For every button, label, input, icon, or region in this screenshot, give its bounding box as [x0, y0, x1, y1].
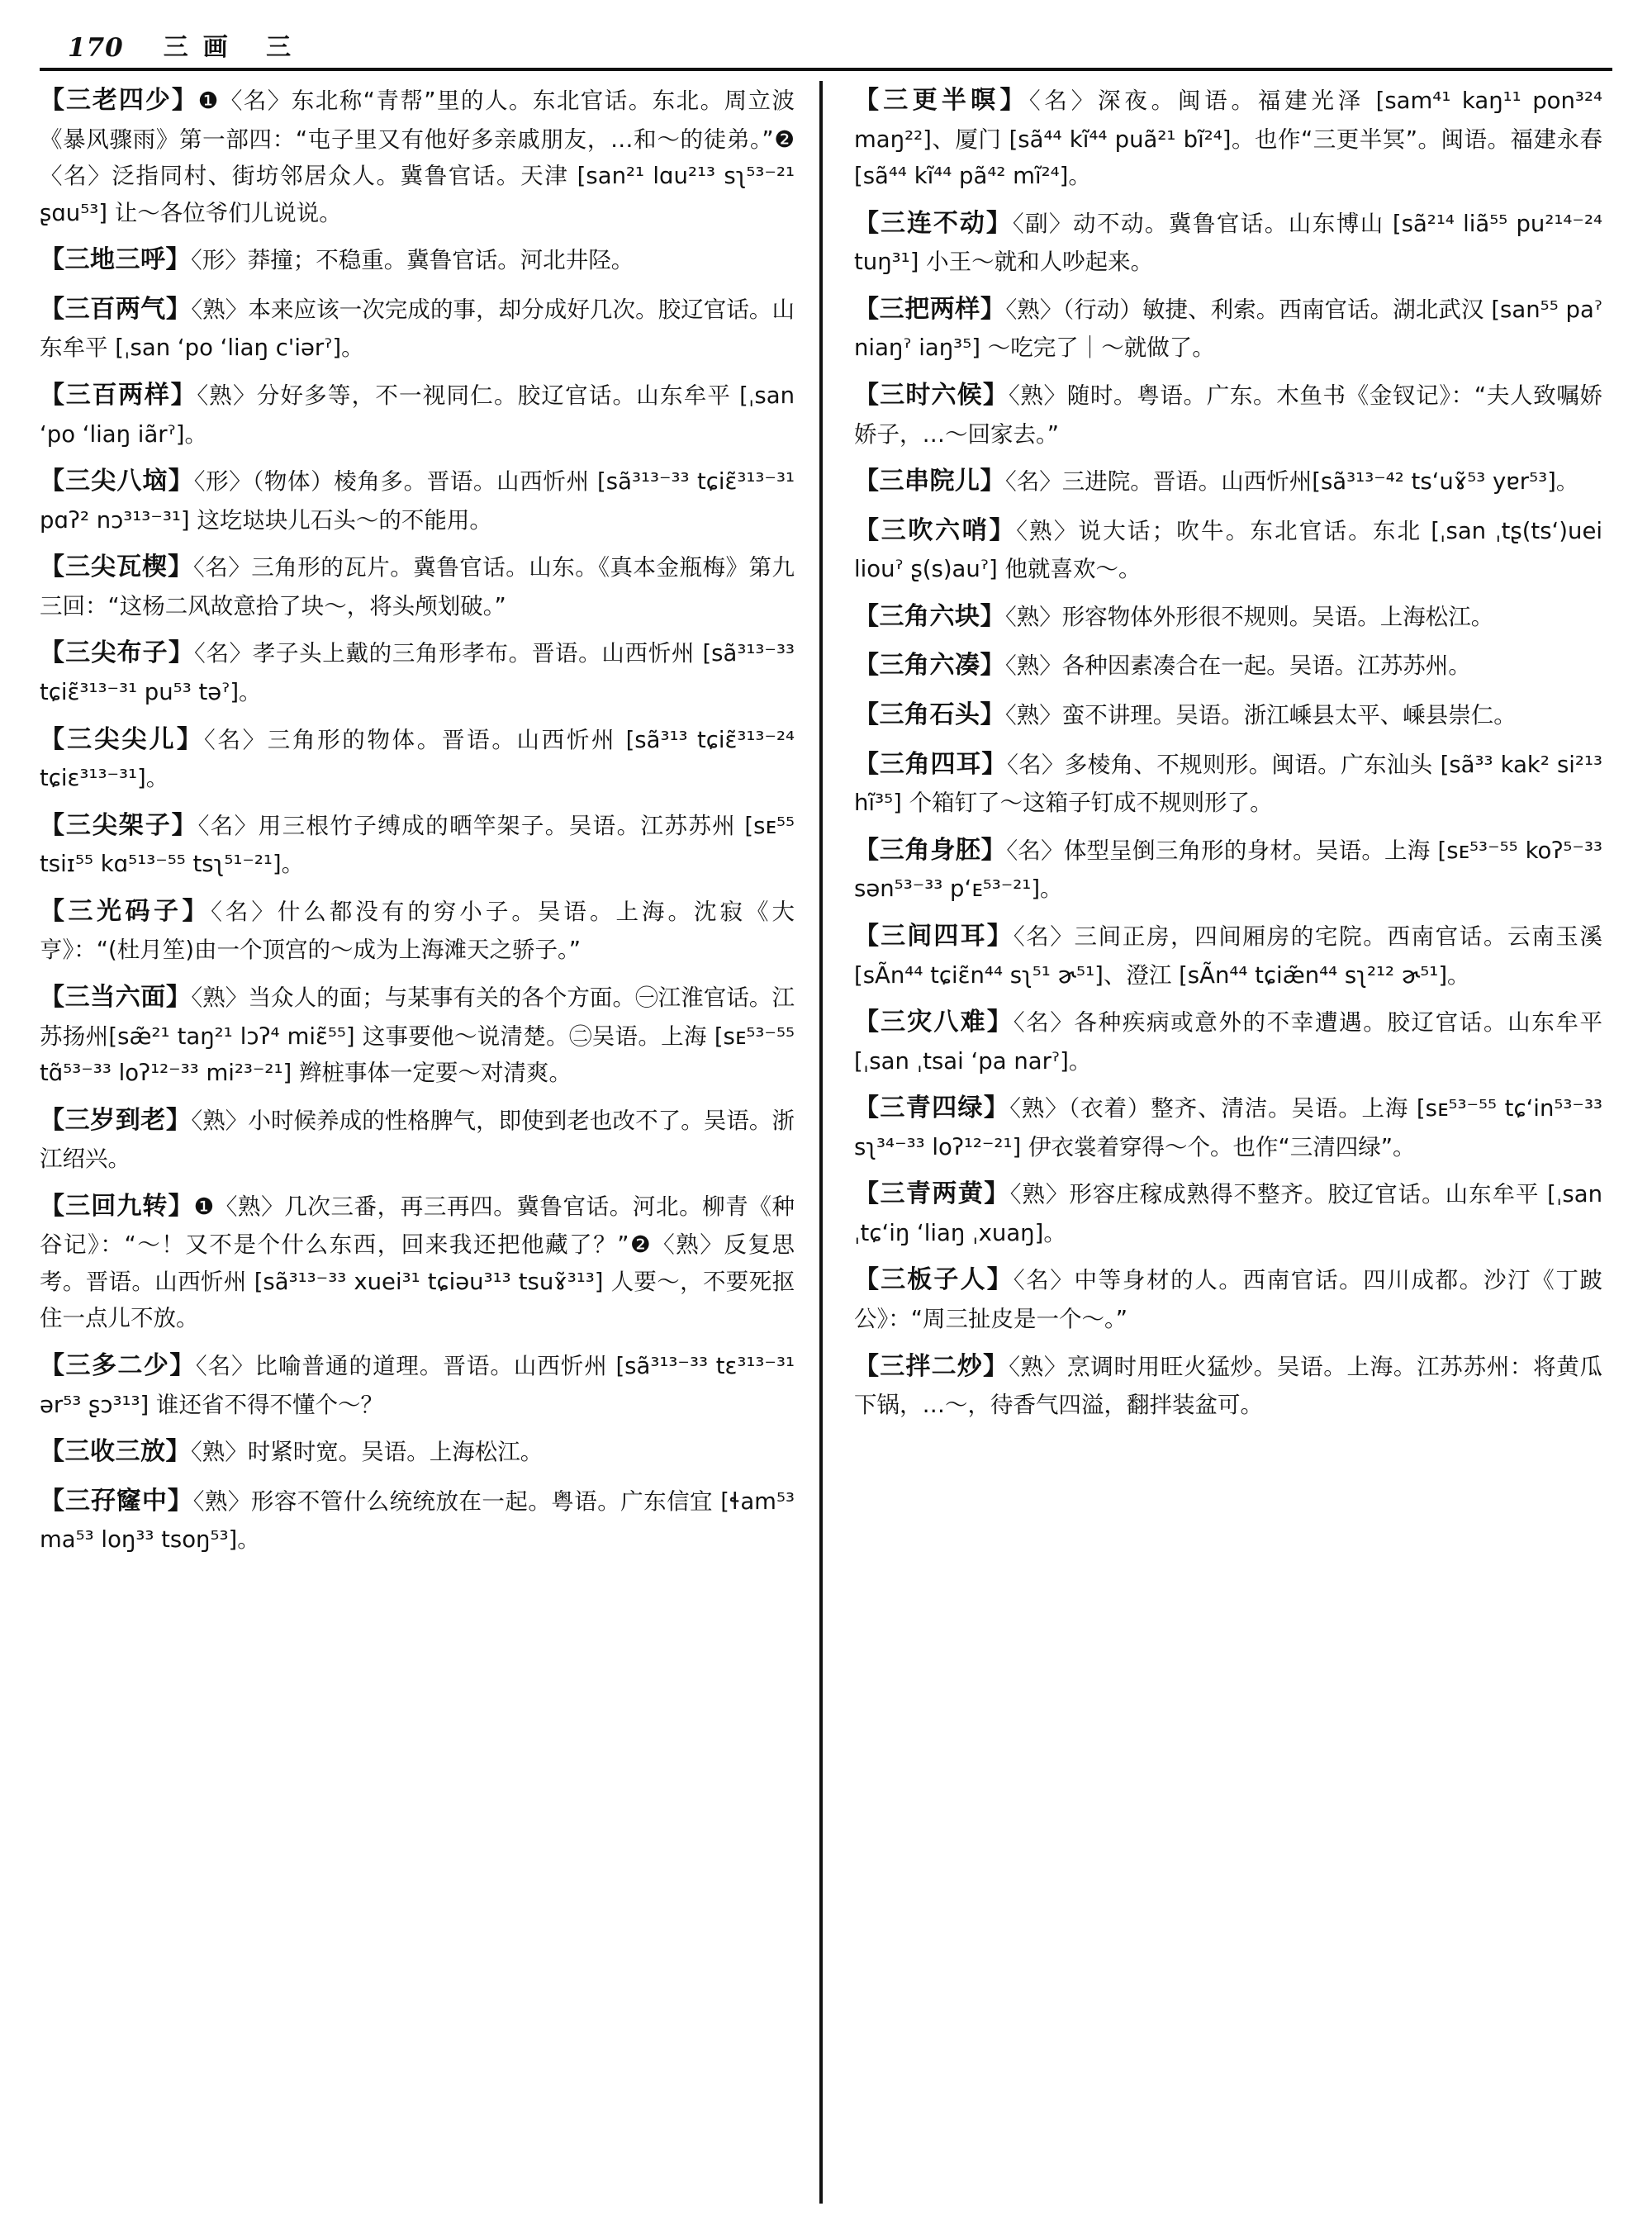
dictionary-entry [854, 462, 1602, 502]
entry-headword: 【三地三呼】 [40, 245, 191, 275]
dictionary-entry [40, 1187, 795, 1337]
entry-body: 〈形〉（物体）棱角多。晋语。山西忻州 [sã³¹³⁻³³ tɕiɛ̃³¹³⁻³¹ pɑʔ² nɔ³¹³⁻³¹] 这圪垯块儿石头～的不能用。 [40, 468, 795, 534]
entry-headword: 【三角六块】 [854, 601, 1005, 631]
entry-body: 〈熟〉（行动）敏捷、利索。西南官话。湖北武汉 [san⁵⁵ paˀ niaŋˀ iaŋ³⁵] ～吃完了｜～就做了。 [854, 296, 1602, 362]
entry-headword: 【三尖架子】 [40, 810, 198, 840]
dictionary-entry [854, 290, 1602, 367]
entry-body: 〈名〉各种疾病或意外的不幸遭遇。胶辽官话。山东牟平 [ˌsan ˌtsai ʻpa narˀ]。 [854, 1009, 1602, 1075]
entry-body: 〈熟〉当众人的面；与某事有关的各个方面。㊀江淮官话。江苏扬州[sæ̃²¹ taŋ²¹ lɔʔ⁴ miɛ̃⁵⁵] 这事要他～说清楚。㊁吴语。上海 [sᴇ⁵³⁻⁵⁵ tɑ̃⁵³⁻³³ loʔ¹²⁻³³ mi²³⁻²¹] 辫桩事体一定要～对清爽。 [40, 984, 795, 1087]
page-header [40, 18, 1612, 63]
entry-headword: 【三角四耳】 [854, 749, 1008, 779]
entry-headword: 【三灾八难】 [854, 1008, 1014, 1037]
entry-headword: 【三吹六哨】 [854, 515, 1017, 545]
entry-body: 〈名〉体型呈倒三角形的身材。吴语。上海 [sᴇ⁵³⁻⁵⁵ koʔ⁵⁻³³ sən⁵³⁻³³ pʻᴇ⁵³⁻²¹]。 [854, 837, 1602, 903]
dictionary-entry [854, 597, 1602, 638]
entry-body: 〈名〉深夜。闽语。福建光泽 [sam⁴¹ kaŋ¹¹ pon³²⁴ maŋ²²]、厦门 [sã⁴⁴ kĩ⁴⁴ puã²¹ bĩ²⁴]。也作“三更半冥”。闽语。福建永春 [sã⁴⁴ kĩ⁴⁴ pã⁴² mĩ²⁴]。 [854, 88, 1602, 190]
entry-headword: 【三光码子】 [40, 896, 211, 926]
entry-headword: 【三角石头】 [854, 700, 1005, 730]
entry-body: 〈熟〉形容物体外形很不规则。吴语。上海松江。 [1005, 603, 1494, 630]
entry-body: 〈名〉三角形的瓦片。冀鲁官话。山东。《真本金瓶梅》第九三回：“这杨二风故意拾了块～，将头颅划破。” [40, 554, 795, 619]
dictionary-entry [40, 1101, 795, 1178]
entry-body: 〈名〉三间正房，四间厢房的宅院。西南官话。云南玉溪 [sÃn⁴⁴ tɕiɛ̃n⁴⁴ sʅ⁵¹ ɚ⁵¹]、澄江 [sÃn⁴⁴ tɕiæ̃n⁴⁴ sʅ²¹² ɚ⁵¹]。 [854, 923, 1602, 989]
dictionary-entry [40, 978, 795, 1092]
dictionary-entry [854, 1347, 1602, 1424]
entry-body: 〈副〉动不动。冀鲁官话。山东博山 [sã²¹⁴ liã⁵⁵ pu²¹⁴⁻²⁴ tuŋ³¹] 小王～就和人吵起来。 [854, 210, 1602, 276]
entry-headword: 【三岁到老】 [40, 1105, 192, 1135]
dictionary-entry [854, 204, 1602, 281]
column-left [40, 81, 816, 2204]
dictionary-entry [854, 376, 1602, 453]
entry-headword: 【三尖瓦楔】 [40, 553, 193, 582]
entry-headword: 【三板子人】 [854, 1265, 1014, 1295]
entry-body: 〈熟〉各种因素凑合在一起。吴语。江苏苏州。 [1005, 652, 1471, 680]
entry-headword: 【三拌二炒】 [854, 1351, 1009, 1381]
entry-body: 〈熟〉本来应该一次完成的事，却分成好几次。胶辽官话。山东牟平 [ˌsan ʻpo ʻliaŋ c'iərˀ]。 [40, 296, 795, 362]
entry-body: 〈名〉三角形的物体。晋语。山西忻州 [sã³¹³ tɕiɛ̃³¹³⁻²⁴ tɕiɛ³¹³⁻³¹]。 [40, 726, 795, 792]
dictionary-entry [854, 1260, 1602, 1337]
entry-headword: 【三角身胚】 [854, 835, 1007, 865]
entry-body: 〈熟〉蛮不讲理。吴语。浙江嵊县太平、嵊县崇仁。 [1005, 702, 1517, 729]
entry-body: 〈熟〉形容庄稼成熟得不整齐。胶辽官话。山东牟平 [ˌsan ˌtɕʻiŋ ʻliaŋ ˌxuaŋ]。 [854, 1181, 1602, 1246]
entry-body: 〈熟〉小时候养成的性格脾气，即使到老也改不了。吴语。浙江绍兴。 [40, 1107, 795, 1173]
entry-headword: 【三尖尖儿】 [40, 724, 205, 754]
dictionary-entry [40, 633, 795, 710]
running-head: 三画 三 [163, 33, 306, 62]
entry-headword: 【三百两样】 [40, 380, 197, 410]
entry-body: 〈名〉多棱角、不规则形。闽语。广东汕头 [sã³³ kak² si²¹³ hĩ³⁵] 个箱钉了～这箱子钉成不规则形了。 [854, 751, 1602, 817]
entry-body: 〈熟〉分好多等，不一视同仁。胶辽官话。山东牟平 [ˌsan ʻpo ʻliaŋ iãrˀ]。 [40, 382, 795, 448]
entry-headword: 【三多二少】 [40, 1351, 196, 1381]
header-rule [40, 68, 1612, 71]
dictionary-entry [854, 1089, 1602, 1165]
dictionary-entry [40, 376, 795, 453]
entry-body: 〈名〉三进院。晋语。山西忻州[sã³¹³⁻⁴² tsʻuɤ̃⁵³ yɐr⁵³]。 [1005, 468, 1579, 496]
dictionary-entry [40, 720, 795, 797]
entry-headword: 【三百两气】 [40, 294, 192, 324]
dictionary-entry [40, 892, 795, 969]
entry-headword: 【三角六凑】 [854, 651, 1005, 681]
entry-headword: 【三回九转】 [40, 1191, 194, 1221]
entry-headword: 【三更半暝】 [854, 86, 1029, 115]
dictionary-entry [40, 462, 795, 539]
dictionary-entry [854, 81, 1602, 195]
entry-body: 〈形〉莽撞；不稳重。冀鲁官话。河北井陉。 [191, 247, 634, 274]
entry-body: 〈熟〉时紧时宽。吴语。上海松江。 [191, 1439, 544, 1466]
entry-headword: 【三老四少】 [40, 86, 198, 115]
dictionary-entry [40, 1482, 795, 1559]
entry-body: ❶〈名〉东北称“青帮”里的人。东北官话。东北。周立波《暴风骤雨》第一部四：“屯子里又有他好多亲戚朋友，…和～的徒弟。”❷〈名〉泛指同村、街坊邻居众人。冀鲁官话。天津 [san²¹ lɑu²¹³ sʅ⁵³⁻²¹ ʂɑu⁵³] 让～各位爷们儿说说。 [40, 88, 795, 226]
entry-headword: 【三收三放】 [40, 1437, 191, 1467]
entry-headword: 【三尖八垴】 [40, 467, 194, 496]
page-number: 170 [68, 33, 124, 63]
column-divider [819, 81, 823, 2204]
dictionary-entry [40, 806, 795, 883]
dictionary-entry [854, 745, 1602, 822]
dictionary-entry [854, 695, 1602, 736]
entry-headword: 【三青两黄】 [854, 1179, 1010, 1209]
dictionary-entry [40, 240, 795, 281]
entry-body: 〈名〉比喻普通的道理。晋语。山西忻州 [sã³¹³⁻³³ tɛ³¹³⁻³¹ ər⁵³ ʂɔ³¹³] 谁还省不得不懂个～？ [40, 1353, 795, 1418]
entry-headword: 【三串院儿】 [854, 467, 1005, 496]
entry-headword: 【三间四耳】 [854, 921, 1014, 951]
column-right [826, 81, 1602, 2204]
entry-headword: 【三连不动】 [854, 208, 1013, 238]
dictionary-entry [40, 290, 795, 367]
entry-body: 〈熟〉烹调时用旺火猛炒。吴语。上海。江苏苏州：将黄瓜下锅，…～，待香气四溢，翻拌装盆可。 [854, 1353, 1602, 1419]
dictionary-entry [854, 511, 1602, 588]
entry-headword: 【三时六候】 [854, 380, 1009, 410]
text-columns [40, 81, 1612, 2204]
dictionary-entry [854, 646, 1602, 686]
entry-body: 〈名〉什么都没有的穷小子。吴语。上海。沈寂《大亨》：“(杜月笙)由一个顶宫的～成为上海滩天之骄子。” [40, 898, 795, 964]
entry-headword: 【三把两样】 [854, 294, 1006, 324]
dictionary-entry [854, 1174, 1602, 1251]
entry-body: 〈名〉用三根竹子缚成的晒竿架子。吴语。江苏苏州 [sᴇ⁵⁵ tsiɪ⁵⁵ kɑ⁵¹³⁻⁵⁵ tsʅ⁵¹⁻²¹]。 [40, 812, 795, 878]
entry-body: 〈名〉孝子头上戴的三角形孝布。晋语。山西忻州 [sã³¹³⁻³³ tɕiɛ̃³¹³⁻³¹ pu⁵³ təˀ]。 [40, 640, 795, 705]
dictionary-entry [854, 831, 1602, 908]
entry-body: 〈熟〉形容不管什么统统放在一起。粤语。广东信宜 [ɬam⁵³ ma⁵³ loŋ³³ tsoŋ⁵³]。 [40, 1487, 795, 1554]
dictionary-entry [854, 1003, 1602, 1079]
dictionary-entry [40, 1346, 795, 1423]
dictionary-entry [854, 917, 1602, 994]
entry-headword: 【三孖窿中】 [40, 1486, 193, 1516]
dictionary-entry [40, 548, 795, 624]
entry-headword: 【三尖布子】 [40, 638, 195, 668]
entry-body: 〈熟〉随时。粤语。广东。木鱼书《金钗记》：“夫人致嘱娇娇子，…～回家去。” [854, 382, 1602, 448]
entry-body: ❶〈熟〉几次三番，再三再四。冀鲁官话。河北。柳青《种谷记》：“～！又不是个什么东西，回来我还把他藏了？”❷〈熟〉反复思考。晋语。山西忻州 [sã³¹³⁻³³ xuei³¹ tɕiəu³¹³ tsuɤ̃³¹³] 人要～，不要死抠住一点儿不放。 [40, 1193, 795, 1332]
entry-headword: 【三青四绿】 [854, 1094, 1010, 1123]
entry-body: 〈熟〉说大话；吹牛。东北官话。东北 [ˌsan ˌtʂ(tsʻ)uei liouˀ ʂ(s)auˀ] 他就喜欢～。 [854, 517, 1602, 583]
entry-body: 〈熟〉（衣着）整齐、清洁。吴语。上海 [sᴇ⁵³⁻⁵⁵ tɕʻin⁵³⁻³³ sʅ³⁴⁻³³ loʔ¹²⁻²¹] 伊衣裳着穿得～个。也作“三清四绿”。 [854, 1095, 1602, 1160]
entry-body: 〈名〉中等身材的人。西南官话。四川成都。沙汀《丁跛公》：“周三扯皮是一个～。” [854, 1267, 1602, 1333]
dictionary-entry [40, 1432, 795, 1473]
dictionary-entry [40, 81, 795, 231]
entry-headword: 【三当六面】 [40, 982, 192, 1012]
